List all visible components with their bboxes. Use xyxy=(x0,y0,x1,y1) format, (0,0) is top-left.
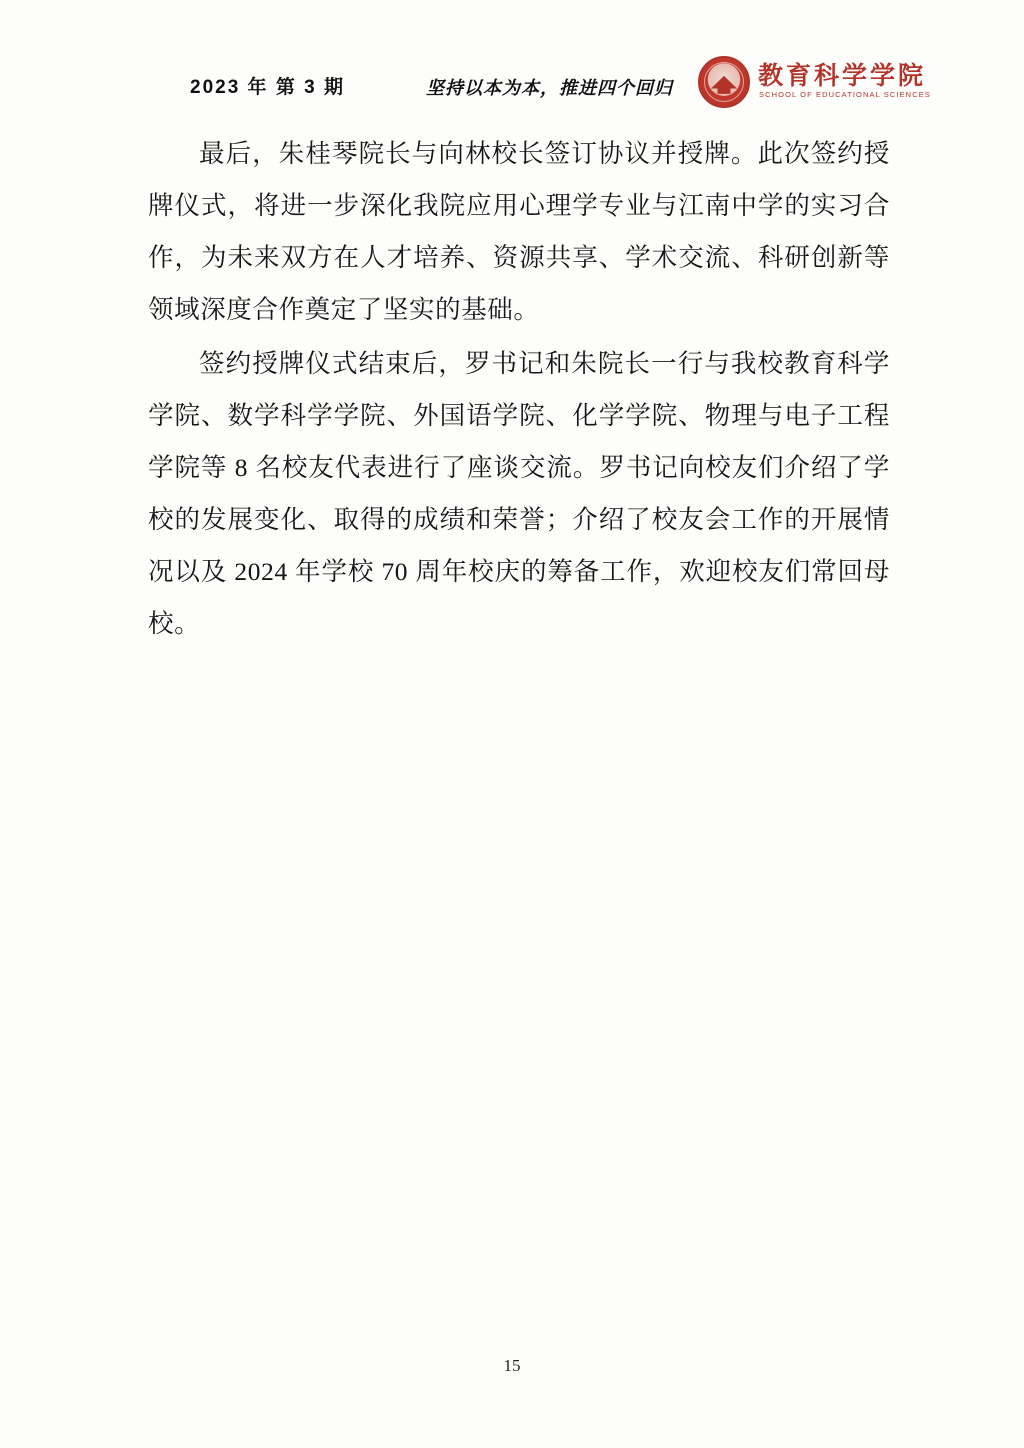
logo-name-cn: 教育科学学院 xyxy=(758,63,927,90)
college-seal-icon xyxy=(698,56,750,108)
page-header xyxy=(148,52,931,114)
seal-rim-icon xyxy=(704,62,744,102)
logo-name-en: SCHOOL OF EDUCATIONAL SCIENCES xyxy=(759,90,931,99)
college-logo xyxy=(698,52,931,112)
body-paragraph: 最后，朱桂琴院长与向林校长签订协议并授牌。此次签约授牌仪式，将进一步深化我院应用心理学专业与江南中学的实习合作，为未来双方在人才培养、资源共享、学术交流、科研创新等领域深度合作奠定了坚实的基础。 xyxy=(148,139,890,324)
header-issue-label: 2023 年 第 3 期 xyxy=(190,77,345,98)
page-number: 15 xyxy=(503,1356,521,1375)
body-paragraph: 签约授牌仪式结束后，罗书记和朱院长一行与我校教育科学学院、数学科学学院、外国语学院、化学学院、物理与电子工程学院等 8 名校友代表进行了座谈交流。罗书记向校友们介绍了学校的发展变化、取得的成绩和荣誉；介绍了校友会工作的开展情况以及 2024 年学校 70 周年校庆的筹备工作，欢迎校友们常回母校。 xyxy=(148,349,890,638)
header-slogan-label: 坚持以本为本，推进四个回归 xyxy=(426,78,673,98)
document-body xyxy=(148,128,890,652)
